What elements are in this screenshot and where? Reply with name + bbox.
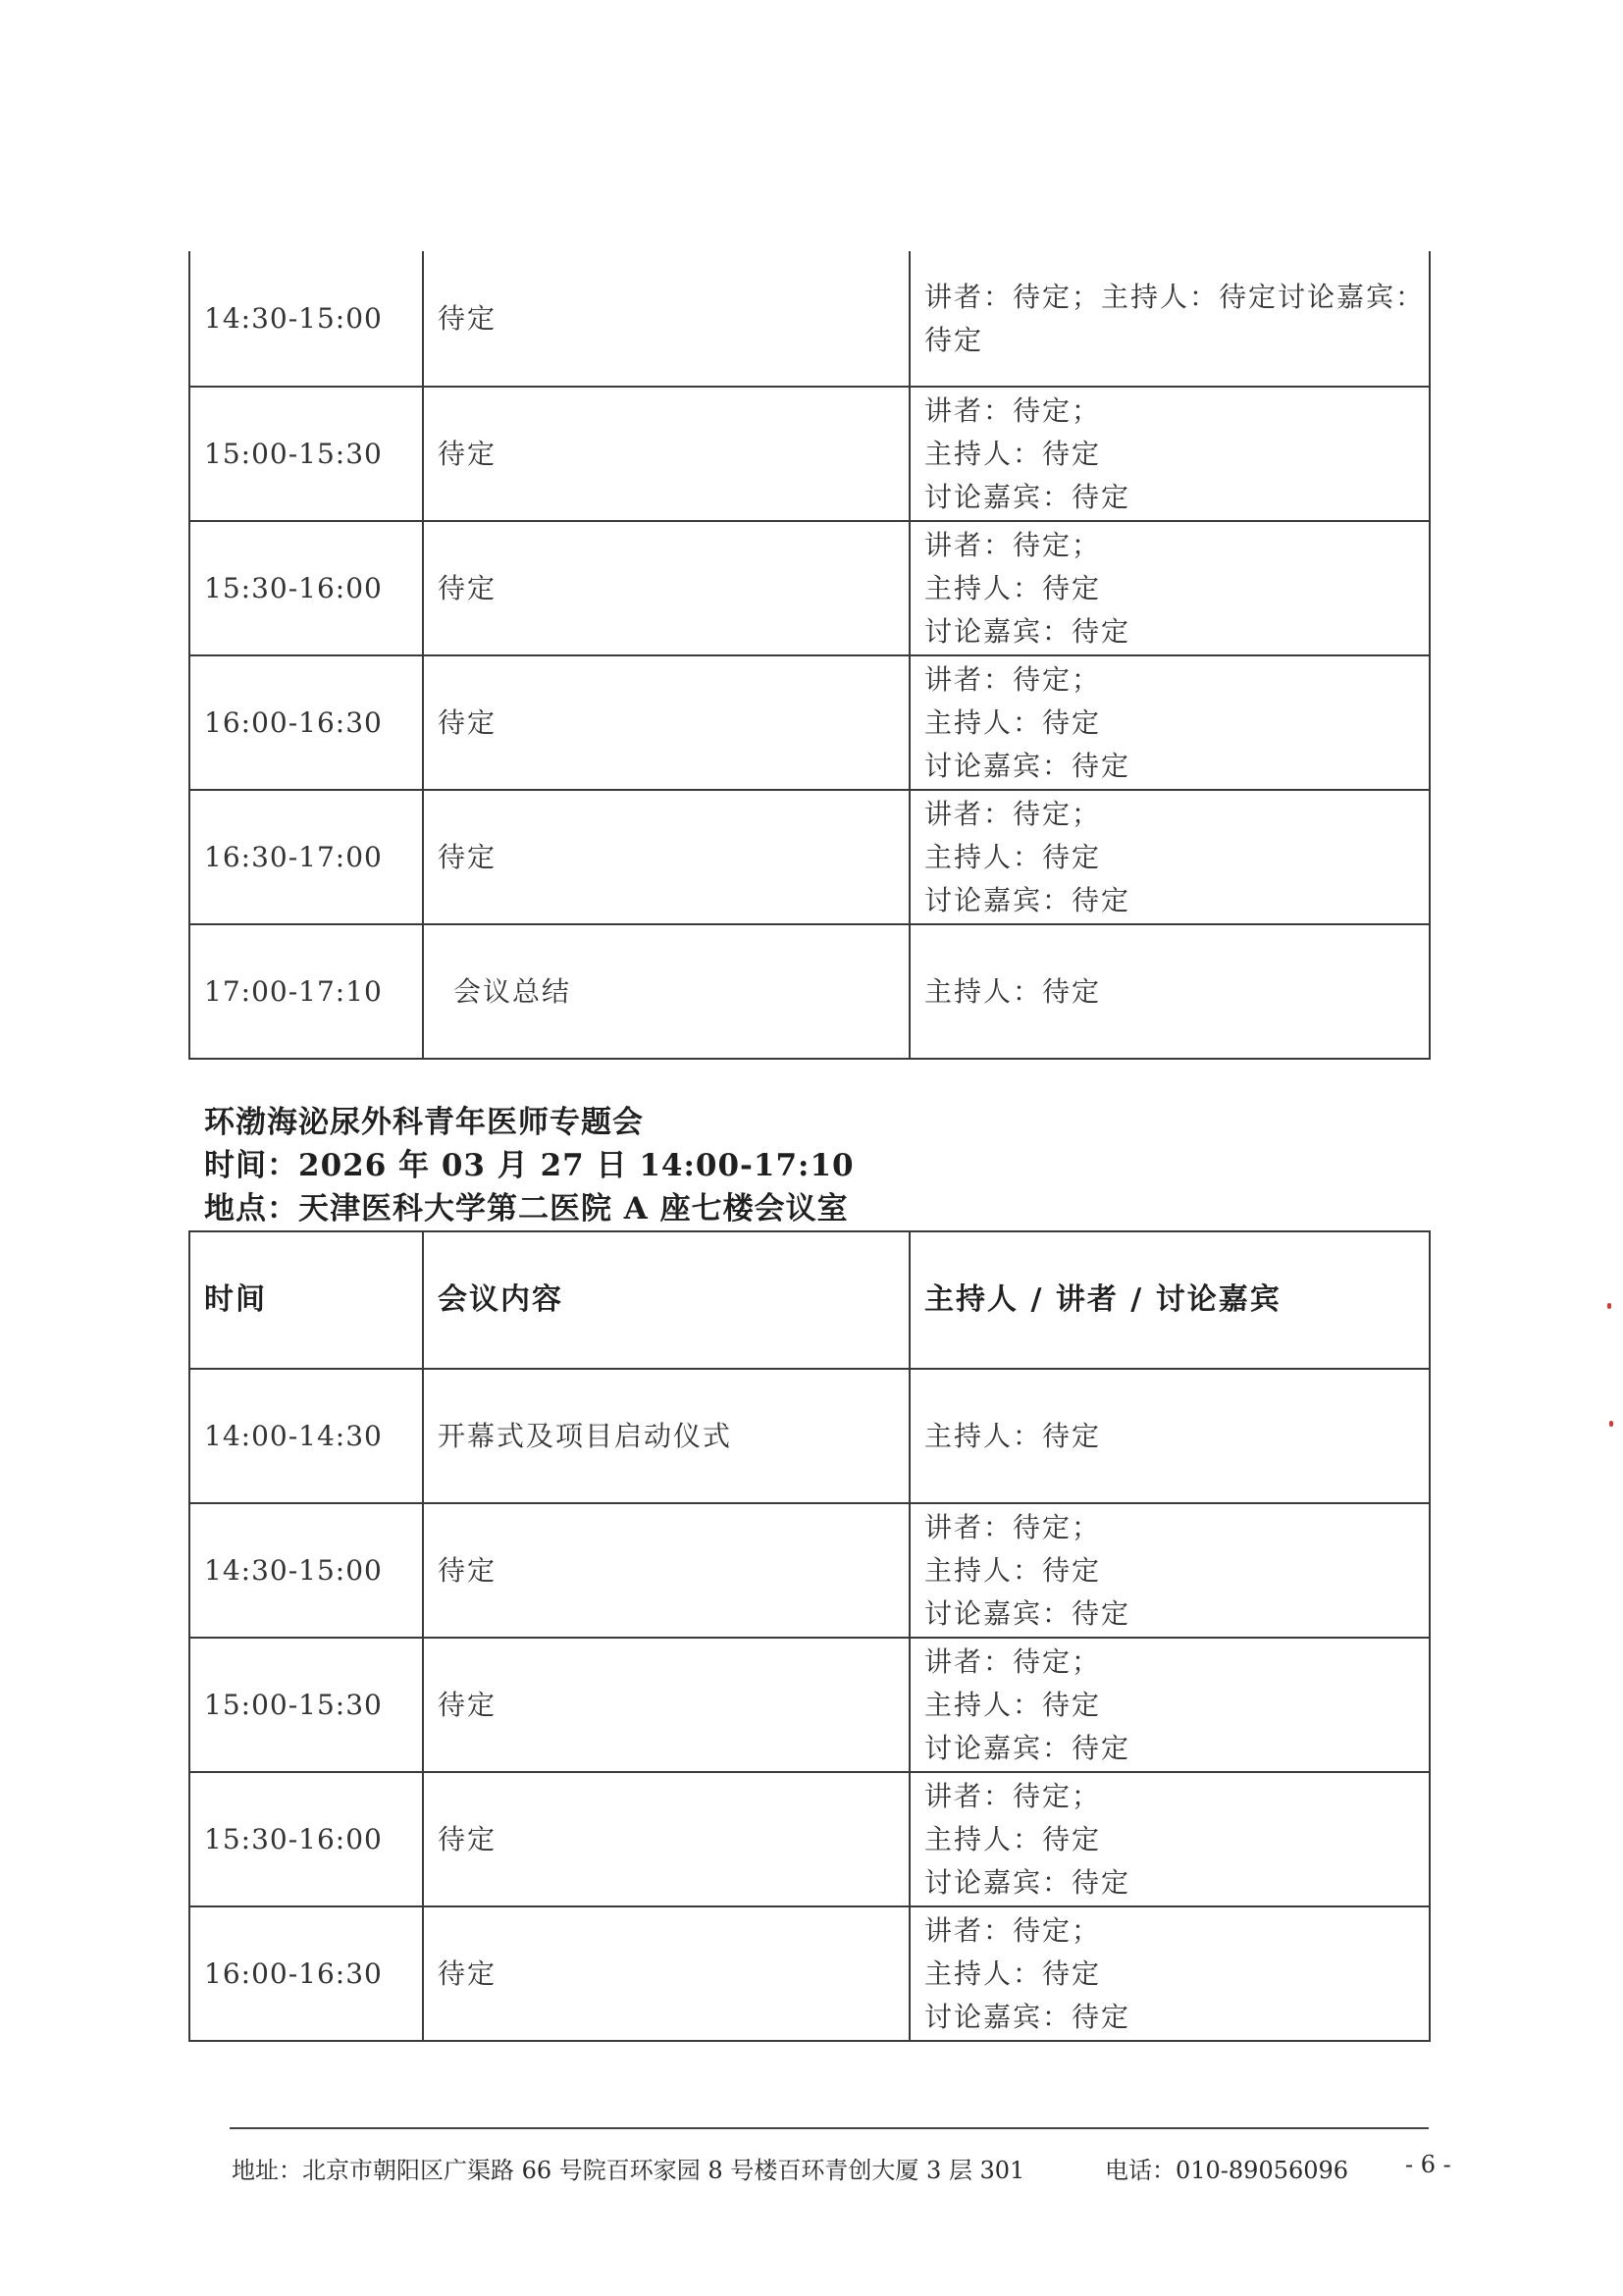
cell-people xyxy=(910,1772,1430,1906)
footer-phone: 电话：010-89056096 xyxy=(1105,2157,1349,2184)
people-line: 讲者：待定；主持人：待定讨论嘉宾： xyxy=(924,280,1426,313)
cell-time: 15:00-15:30 xyxy=(189,387,423,521)
cell-content: 待定 xyxy=(423,655,910,790)
table-row xyxy=(189,1772,1430,1906)
cell-content: 待定 xyxy=(423,790,910,924)
people-line: 主持人：待定 xyxy=(924,974,1102,1008)
session-title: 环渤海泌尿外科青年医师专题会 xyxy=(204,1105,644,1140)
session-time: 时间：2026 年 03 月 27 日 14:00-17:10 xyxy=(204,1148,855,1183)
table-row xyxy=(189,251,1430,387)
cell-people xyxy=(910,521,1430,655)
table-row xyxy=(189,1638,1430,1772)
people-line: 讨论嘉宾：待定 xyxy=(924,1731,1131,1764)
schedule-table-continued xyxy=(188,251,1431,1060)
people-line: 讨论嘉宾：待定 xyxy=(924,883,1131,916)
people-line: 主持人：待定 xyxy=(924,1688,1102,1721)
cell-people xyxy=(910,924,1430,1059)
people-line: 讲者：待定； xyxy=(924,1644,1102,1678)
cell-people xyxy=(910,790,1430,924)
table-row xyxy=(189,1906,1430,2041)
cell-content: 待定 xyxy=(423,1638,910,1772)
table-row xyxy=(189,790,1430,924)
page-number: - 6 - xyxy=(1405,2151,1451,2178)
cell-content: 待定 xyxy=(423,387,910,521)
people-line: 主持人：待定 xyxy=(924,1957,1102,1990)
people-line: 讲者：待定； xyxy=(924,528,1102,561)
people-line: 讲者：待定； xyxy=(924,1913,1102,1947)
people-line: 讲者：待定； xyxy=(924,1510,1102,1543)
cell-content: 待定 xyxy=(423,1772,910,1906)
people-line: 讨论嘉宾：待定 xyxy=(924,2000,1131,2033)
table-row xyxy=(189,1503,1430,1638)
table-row xyxy=(189,1369,1430,1503)
cell-time: 14:30-15:00 xyxy=(189,251,423,387)
cell-content: 待定 xyxy=(423,1503,910,1638)
table-row xyxy=(189,521,1430,655)
cell-people xyxy=(910,1369,1430,1503)
people-line: 主持人：待定 xyxy=(924,437,1102,470)
cell-time: 17:00-17:10 xyxy=(189,924,423,1059)
people-line: 主持人：待定 xyxy=(924,705,1102,739)
footer-divider xyxy=(230,2127,1429,2129)
people-line: 讲者：待定； xyxy=(924,662,1102,696)
cell-people xyxy=(910,655,1430,790)
table-row xyxy=(189,924,1430,1059)
session-place: 地点：天津医科大学第二医院 A 座七楼会议室 xyxy=(204,1191,849,1226)
people-line: 主持人：待定 xyxy=(924,571,1102,604)
people-line: 讨论嘉宾：待定 xyxy=(924,614,1131,648)
people-line: 待定 xyxy=(924,323,984,356)
cell-content: 待定 xyxy=(423,1906,910,2041)
cell-time: 15:00-15:30 xyxy=(189,1638,423,1772)
people-line: 讲者：待定； xyxy=(924,393,1102,427)
header-people: 主持人 / 讲者 / 讨论嘉宾 xyxy=(910,1231,1430,1369)
cell-time: 16:00-16:30 xyxy=(189,655,423,790)
cell-people xyxy=(910,387,1430,521)
cell-people xyxy=(910,1503,1430,1638)
cell-people xyxy=(910,251,1430,387)
cell-time: 15:30-16:00 xyxy=(189,1772,423,1906)
people-line: 主持人：待定 xyxy=(924,1419,1102,1452)
table-header-row xyxy=(189,1231,1430,1369)
schedule-table-youth-session xyxy=(188,1230,1431,2042)
table-row xyxy=(189,387,1430,521)
session-info xyxy=(204,1101,855,1230)
cell-time: 16:30-17:00 xyxy=(189,790,423,924)
people-line: 主持人：待定 xyxy=(924,1822,1102,1855)
people-line: 讨论嘉宾：待定 xyxy=(924,749,1131,782)
scan-speck xyxy=(1607,1303,1611,1309)
cell-time: 14:30-15:00 xyxy=(189,1503,423,1638)
cell-content: 待定 xyxy=(423,251,910,387)
table-row xyxy=(189,655,1430,790)
people-line: 讨论嘉宾：待定 xyxy=(924,1596,1131,1630)
header-time: 时间 xyxy=(189,1231,423,1369)
header-content: 会议内容 xyxy=(423,1231,910,1369)
people-line: 主持人：待定 xyxy=(924,1553,1102,1587)
cell-time: 14:00-14:30 xyxy=(189,1369,423,1503)
cell-people xyxy=(910,1906,1430,2041)
cell-content: 待定 xyxy=(423,521,910,655)
cell-content: 会议总结 xyxy=(423,924,910,1059)
people-line: 讨论嘉宾：待定 xyxy=(924,1865,1131,1899)
people-line: 主持人：待定 xyxy=(924,840,1102,873)
footer-address: 地址：北京市朝阳区广渠路 66 号院百环家园 8 号楼百环青创大厦 3 层 301 xyxy=(232,2157,1025,2184)
scan-speck xyxy=(1609,1421,1613,1427)
cell-time: 16:00-16:30 xyxy=(189,1906,423,2041)
people-line: 讲者：待定； xyxy=(924,1779,1102,1812)
people-line: 讲者：待定； xyxy=(924,797,1102,830)
cell-time: 15:30-16:00 xyxy=(189,521,423,655)
people-line: 讨论嘉宾：待定 xyxy=(924,480,1131,513)
cell-content: 开幕式及项目启动仪式 xyxy=(423,1369,910,1503)
cell-people xyxy=(910,1638,1430,1772)
